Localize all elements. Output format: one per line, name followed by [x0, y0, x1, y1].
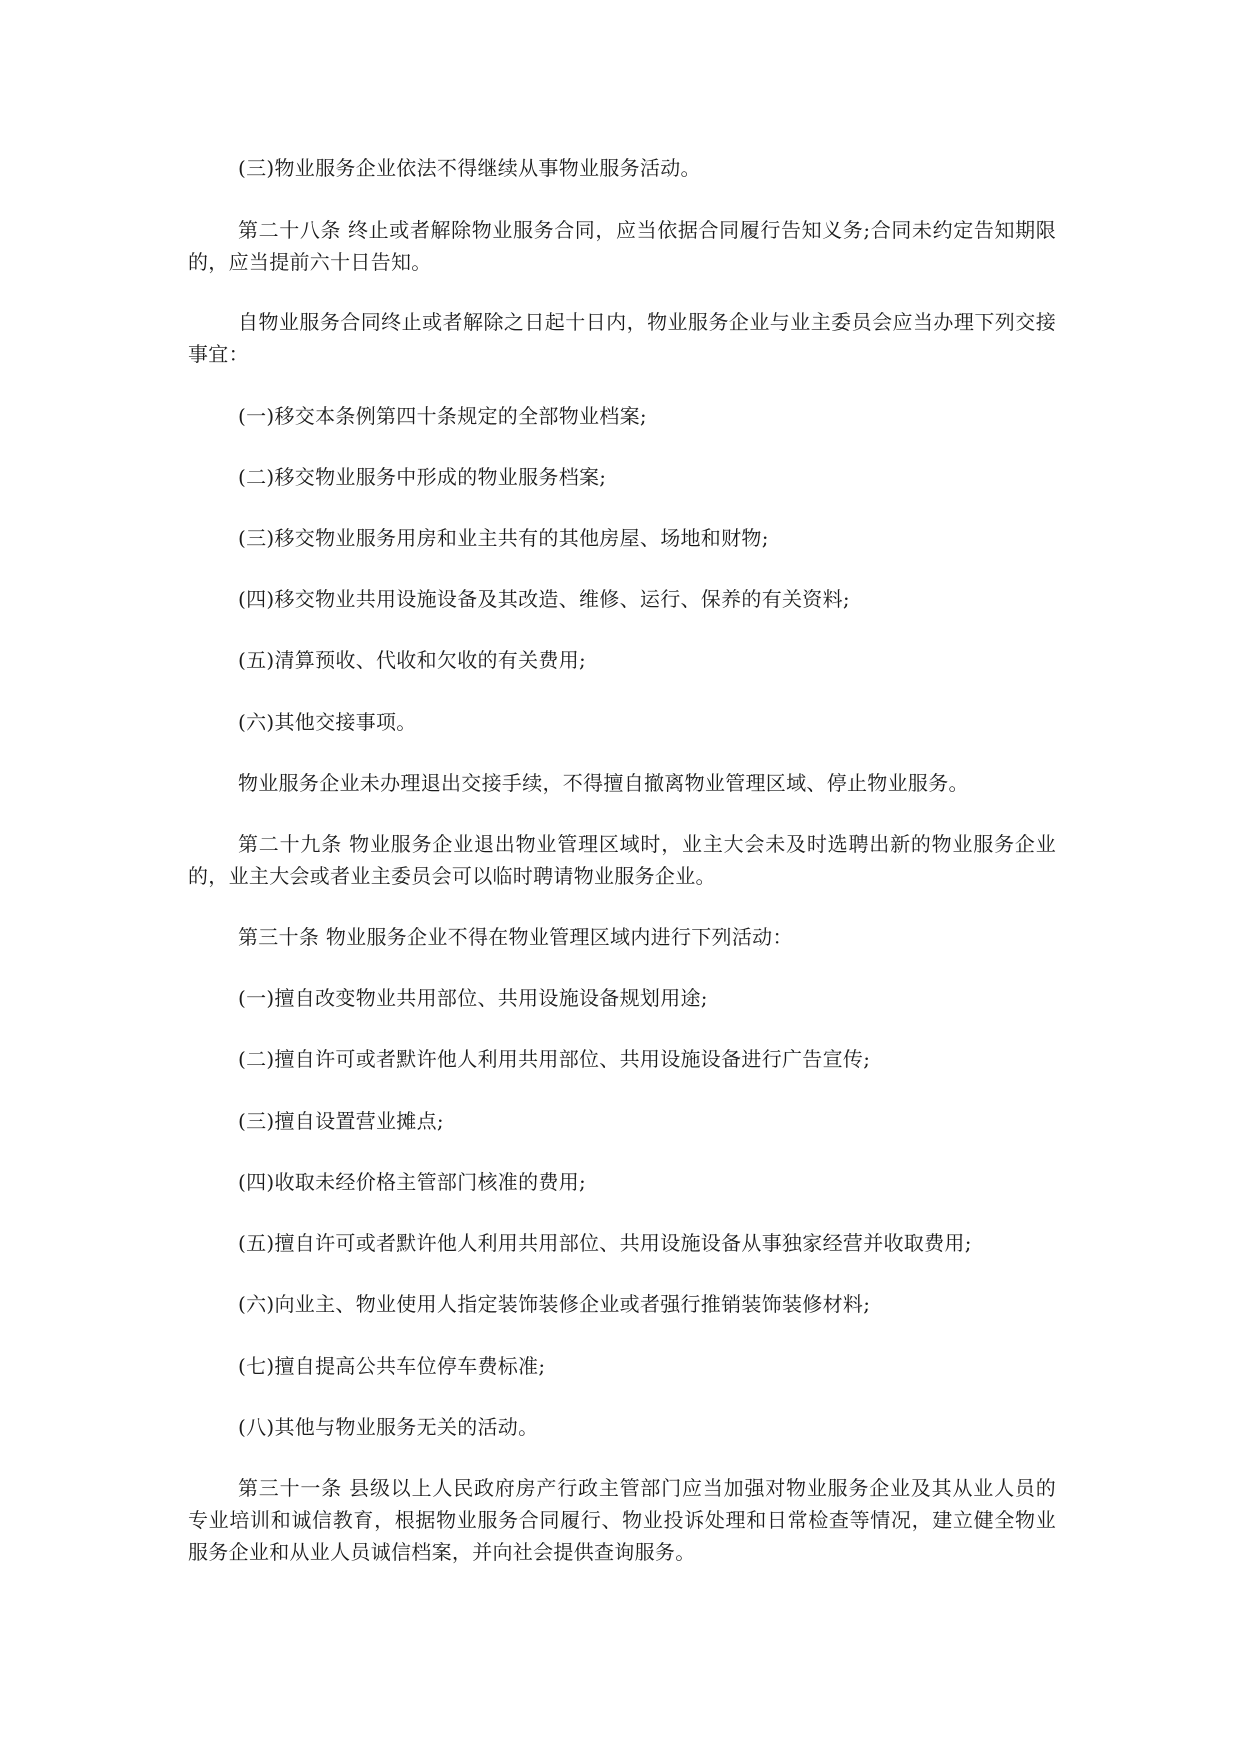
list-item-prohibited-4: (四)收取未经价格主管部门核准的费用; — [238, 1170, 587, 1194]
article-28: 第二十八条 终止或者解除物业服务合同，应当依据合同履行告知义务;合同未约定告知期限的，应当提前六十日告知。 — [188, 218, 1056, 274]
list-item-handover-3: (三)移交物业服务用房和业主共有的其他房屋、场地和财物; — [238, 526, 769, 550]
paragraph-1: (三)物业服务企业依法不得继续从事物业服务活动。 — [238, 156, 701, 180]
list-item-prohibited-6: (六)向业主、物业使用人指定装饰装修企业或者强行推销装饰装修材料; — [238, 1292, 871, 1316]
list-item-handover-2: (二)移交物业服务中形成的物业服务档案; — [238, 465, 607, 489]
list-item-prohibited-8: (八)其他与物业服务无关的活动。 — [238, 1415, 539, 1439]
paragraph-no-withdrawal: 物业服务企业未办理退出交接手续，不得擅自撤离物业管理区域、停止物业服务。 — [238, 771, 969, 795]
list-item-prohibited-1: (一)擅自改变物业共用部位、共用设施设备规划用途; — [238, 986, 708, 1010]
article-31: 第三十一条 县级以上人民政府房产行政主管部门应当加强对物业服务企业及其从业人员的专业培训和诚信教育，根据物业服务合同履行、物业投诉处理和日常检查等情况，建立健全物业服务企业和从业人员诚信档案，并向社会提供查询服务。 — [188, 1476, 1056, 1564]
list-item-prohibited-5: (五)擅自许可或者默许他人利用共用部位、共用设施设备从事独家经营并收取费用; — [238, 1231, 972, 1255]
list-item-prohibited-3: (三)擅自设置营业摊点; — [238, 1109, 444, 1133]
list-item-prohibited-2: (二)擅自许可或者默许他人利用共用部位、共用设施设备进行广告宣传; — [238, 1047, 871, 1071]
list-item-handover-4: (四)移交物业共用设施设备及其改造、维修、运行、保养的有关资料; — [238, 587, 850, 611]
list-item-handover-5: (五)清算预收、代收和欠收的有关费用; — [238, 648, 587, 672]
paragraph-handover-intro: 自物业服务合同终止或者解除之日起十日内，物业服务企业与业主委员会应当办理下列交接事宜： — [188, 310, 1056, 366]
article-29: 第二十九条 物业服务企业退出物业管理区域时，业主大会未及时选聘出新的物业服务企业的，业主大会或者业主委员会可以临时聘请物业服务企业。 — [188, 832, 1056, 888]
list-item-handover-6: (六)其他交接事项。 — [238, 710, 417, 734]
list-item-prohibited-7: (七)擅自提高公共车位停车费标准; — [238, 1354, 546, 1378]
list-item-handover-1: (一)移交本条例第四十条规定的全部物业档案; — [238, 404, 647, 428]
article-30: 第三十条 物业服务企业不得在物业管理区域内进行下列活动： — [238, 925, 793, 949]
